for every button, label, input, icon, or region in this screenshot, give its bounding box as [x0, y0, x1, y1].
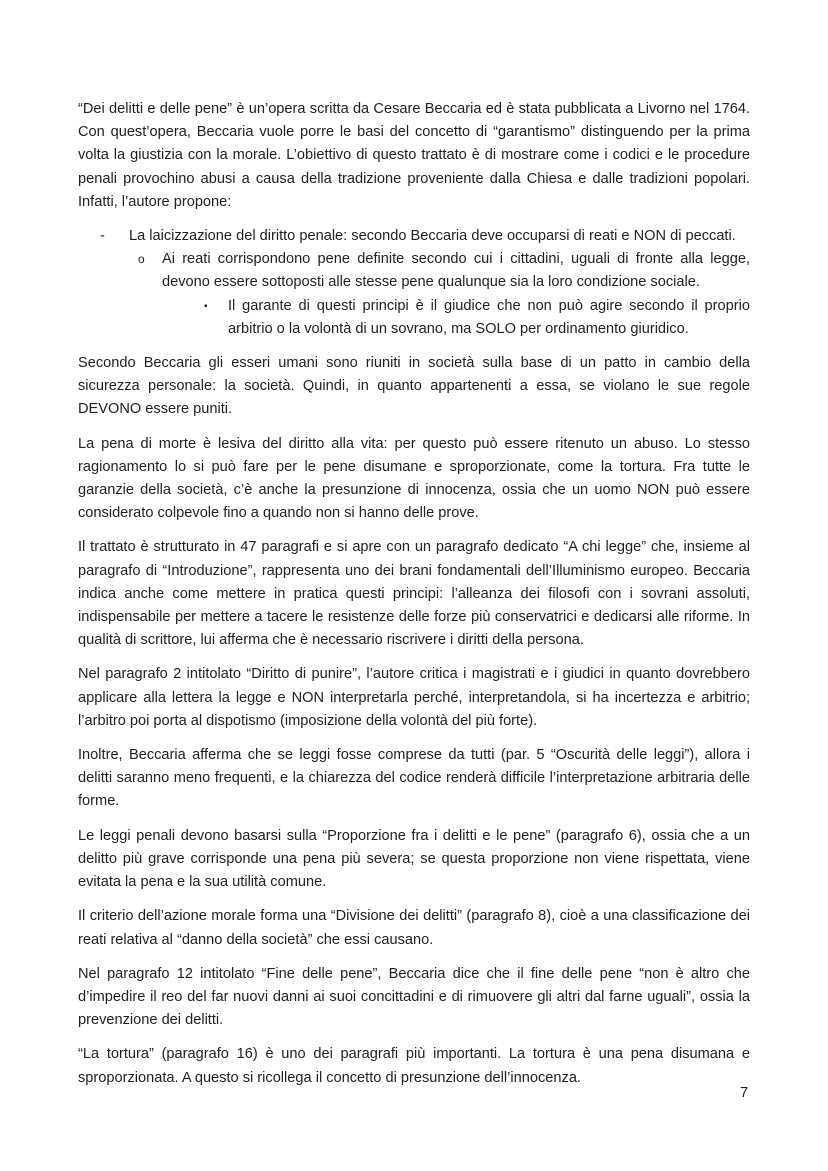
paragraph: Nel paragrafo 12 intitolato “Fine delle pene”, Beccaria dice che il fine delle pene “non è altro che d’impedire il reo del far nuovi danni ai suoi concittadini e di rimuovere gli altri dal farne uguali”, ossia la prevenzione dei delitti.: [78, 965, 750, 1029]
paragraph: La pena di morte è lesiva del diritto alla vita: per questo può essere ritenuto un abuso. Lo stesso ragionamento lo si può fare per le pene disumane e sproporzionate, come la tortura. Fra tutte le garanzie della società, c’è anche la presunzione di innocenza, ossia che un uomo NON può essere considerato colpevole fino a quando non si hanno delle prove.: [78, 435, 750, 522]
list-item-text: La laicizzazione del diritto penale: secondo Beccaria deve occuparsi di reati e NON di peccati.: [129, 228, 736, 245]
list-item-level-1: [78, 225, 750, 248]
list-item-level-2: [78, 248, 750, 294]
page-number: 7: [740, 1085, 749, 1101]
list-item-level-3: [78, 295, 750, 341]
paragraph: Nel paragrafo 2 intitolato “Diritto di punire”, l’autore critica i magistrati e i giudici in quanto dovrebbero applicare alla lettera la legge e NON interpretarla perché, interpretandola, si ha incertezza e arbitrio; l’arbitro poi porta al dispotismo (imposizione della volontà del più forte).: [78, 666, 750, 729]
dash-bullet: -: [100, 228, 105, 245]
paragraph-intro: “Dei delitti e delle pene” è un’opera scritta da Cesare Beccaria ed è stata pubblicata a Livorno nel 1764. Con quest’opera, Beccaria vuole porre le basi del concetto di “garantismo” distinguendo per la prima volta la giustizia con la morale. L’obiettivo di questo trattato è di mostrare come i codici e le procedure penali provochino abusi a causa della tradizione proveniente dalla Chiesa e dalle tradizioni popolari. Infatti, l’autore propone:: [78, 101, 750, 210]
paragraph: Il criterio dell’azione morale forma una “Divisione dei delitti” (paragrafo 8), cioè a una classificazione dei reati relativa al “danno della società” che essi causano.: [78, 908, 750, 948]
list-item-text: Ai reati corrispondono pene definite secondo cui i cittadini, uguali di fronte alla legge, devono essere sottoposti alle stesse pene qualunque sia la loro condizione sociale.: [162, 251, 750, 291]
paragraph: Le leggi penali devono basarsi sulla “Proporzione fra i delitti e le pene” (paragrafo 6), ossia che a un delitto più grave corrisponde una pena più severa; se questa proporzione non viene rispettata, viene evitata la pena e la sua utilità comune.: [78, 827, 750, 891]
list-item-text: Il garante di questi principi è il giudice che non può agire secondo il proprio arbitrio o la volontà di un sovrano, ma SOLO per ordinamento giuridico.: [228, 297, 750, 337]
paragraph: Secondo Beccaria gli esseri umani sono riuniti in società sulla base di un patto in cambio della sicurezza personale: la società. Quindi, in quanto appartenenti a essa, se violano le sue regole DEVONO essere puniti.: [78, 355, 750, 418]
paragraph: “La tortura” (paragrafo 16) è uno dei paragrafi più importanti. La tortura è una pena disumana e sproporzionata. A questo si ricollega il concetto di presunzione dell’innocenza.: [78, 1046, 750, 1086]
square-bullet: ▪: [204, 300, 208, 312]
paragraph: Inoltre, Beccaria afferma che se leggi fosse comprese da tutti (par. 5 “Oscurità delle leggi”), allora i delitti saranno meno frequenti, e la chiarezza del codice renderà difficile l’interpretazione arbitraria delle forme.: [78, 747, 750, 810]
circle-bullet: o: [138, 252, 145, 267]
paragraph: Il trattato è strutturato in 47 paragrafi e si apre con un paragrafo dedicato “A chi legge” che, insieme al paragrafo di “Introduzione”, rappresenta uno dei brani fondamentali dell’Illuminismo europeo. Beccaria indica anche come mettere in pratica questi principi: l’alleanza dei filosofi con i sovrani assoluti, indispensabile per mettere a tacere le resistenze delle forze più conservatrici e dedicarsi alle riforme. In qualità di scrittore, lui afferma che è necessario riscrivere i diritti della persona.: [78, 539, 750, 649]
